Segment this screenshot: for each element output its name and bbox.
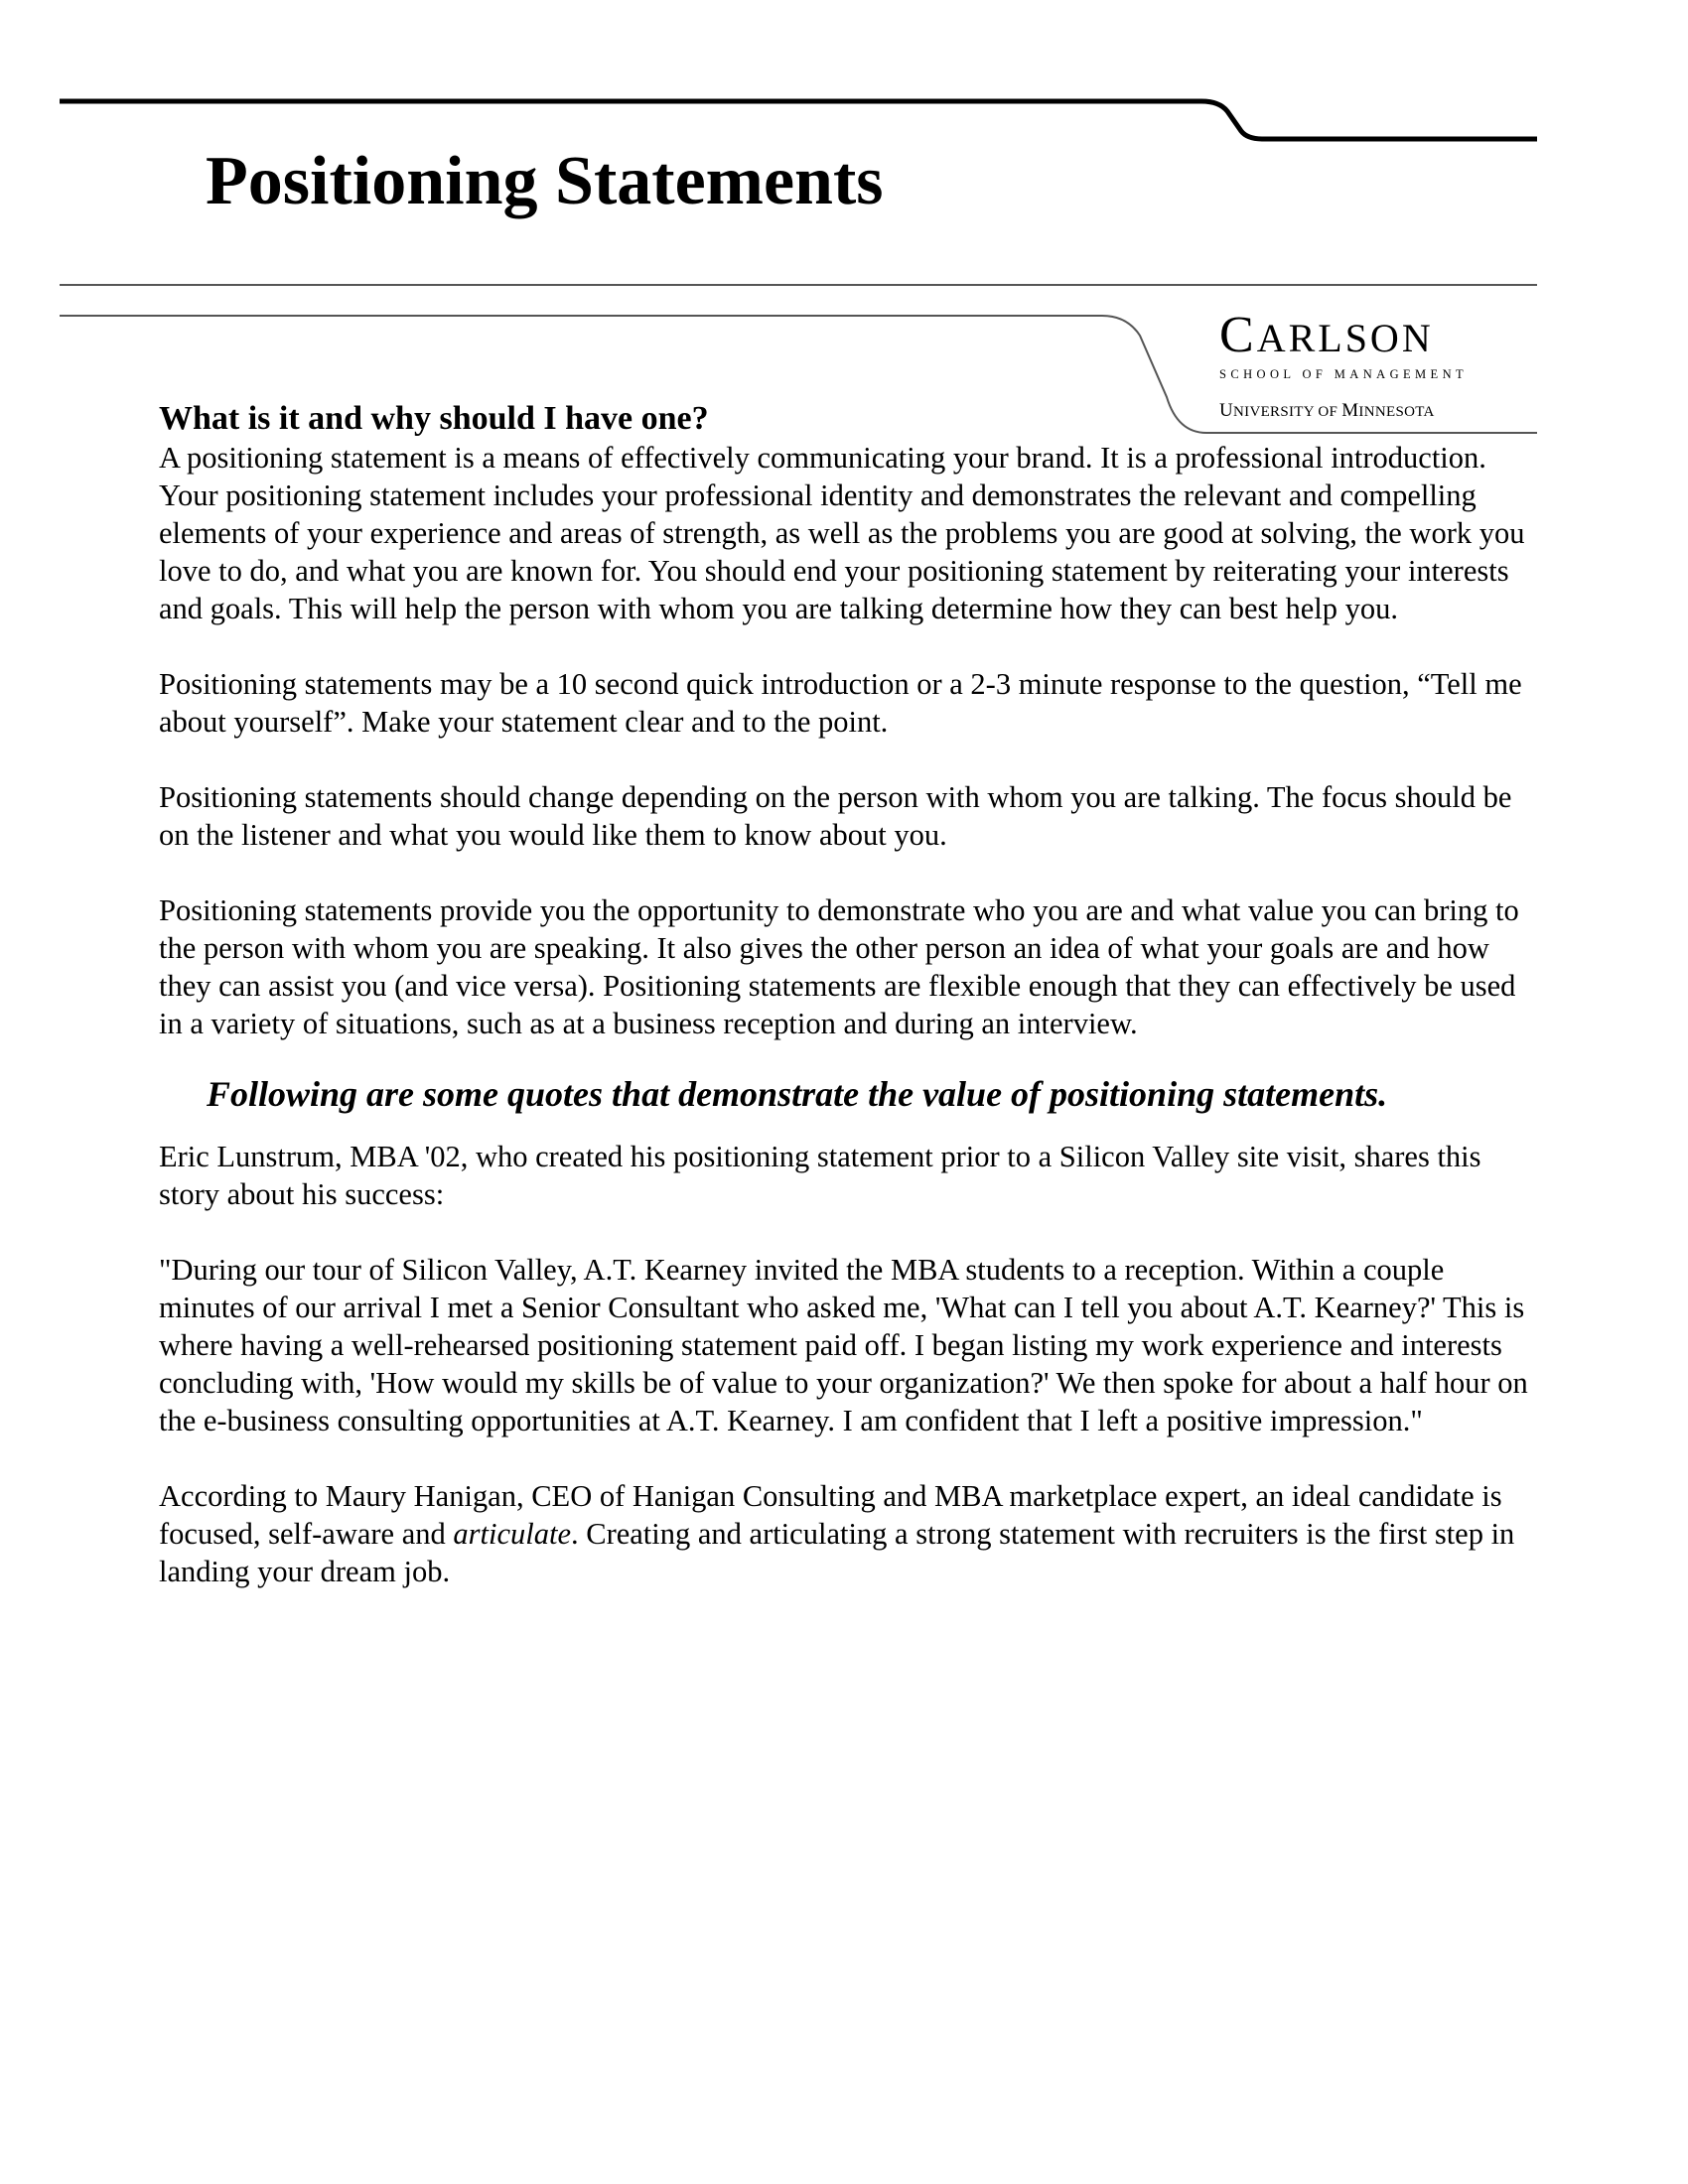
paragraph-opportunity: Positioning statements provide you the opportunity to demonstrate who you are and what value you can bring to the person with whom you are speaking. It also gives the other person an idea of what your goals are and how they can assist you (and vice versa). Positioning statements are flexible enough that they can effectively be used in a variety of situations, such as at a business reception and during an interview.: [159, 893, 1519, 1040]
document-body: [159, 399, 1529, 1590]
paragraph-length: Positioning statements may be a 10 second quick introduction or a 2-3 minute response to the question, “Tell me about yourself”. Make your statement clear and to the point.: [159, 667, 1522, 739]
top-thick-rule: [60, 101, 1537, 139]
logo-name: CARLSON: [1219, 307, 1434, 363]
page-title: Positioning Statements: [206, 143, 884, 219]
closing-paragraph: According to Maury Hanigan, CEO of Hanigan Consulting and MBA marketplace expert, an ideal candidate is focused, self-aware and articulate. Creating and articulating a strong statement with recruiters is the first step in landing your dream job.: [159, 1479, 1515, 1588]
section-heading: What is it and why should I have one?: [159, 400, 709, 437]
paragraph-listener: Positioning statements should change depending on the person with whom you are talking. The focus should be on the listener and what you would like them to know about you.: [159, 780, 1512, 852]
quote-text: "During our tour of Silicon Valley, A.T. Kearney invited the MBA students to a reception. Within a couple minutes of our arrival I met a Senior Consultant who asked me, 'What can I tell you about A.T. Kearney?' This is where having a well-rehearsed positioning statement paid off. I began listing my work experience and interests concluding with, 'How would my skills be of value to your organization?' We then spoke for about a half hour on the e-business consulting opportunities at A.T. Kearney. I am confident that I left a positive impression.": [159, 1253, 1528, 1437]
logo-subtitle: SCHOOL OF MANAGEMENT: [1219, 367, 1469, 381]
quotes-heading: Following are some quotes that demonstrate the value of positioning statements.: [207, 1074, 1388, 1114]
paragraph-intro: A positioning statement is a means of effectively communicating your brand. It is a professional introduction. Your positioning statement includes your professional identity and demonstrates the relevant and compelling elements of your experience and areas of strength, as well as the problems you are good at solving, the work you love to do, and what you are known for. You should end your positioning statement by reiterating your interests and goals. This will help the person with whom you are talking determine how they can best help you.: [159, 441, 1525, 625]
emphasis-articulate: articulate: [453, 1517, 571, 1551]
logo-university: UNIVERSITY OF MINNESOTA: [1219, 400, 1435, 421]
quote-intro: Eric Lunstrum, MBA '02, who created his positioning statement prior to a Silicon Valley site visit, shares this story about his success:: [159, 1140, 1481, 1211]
